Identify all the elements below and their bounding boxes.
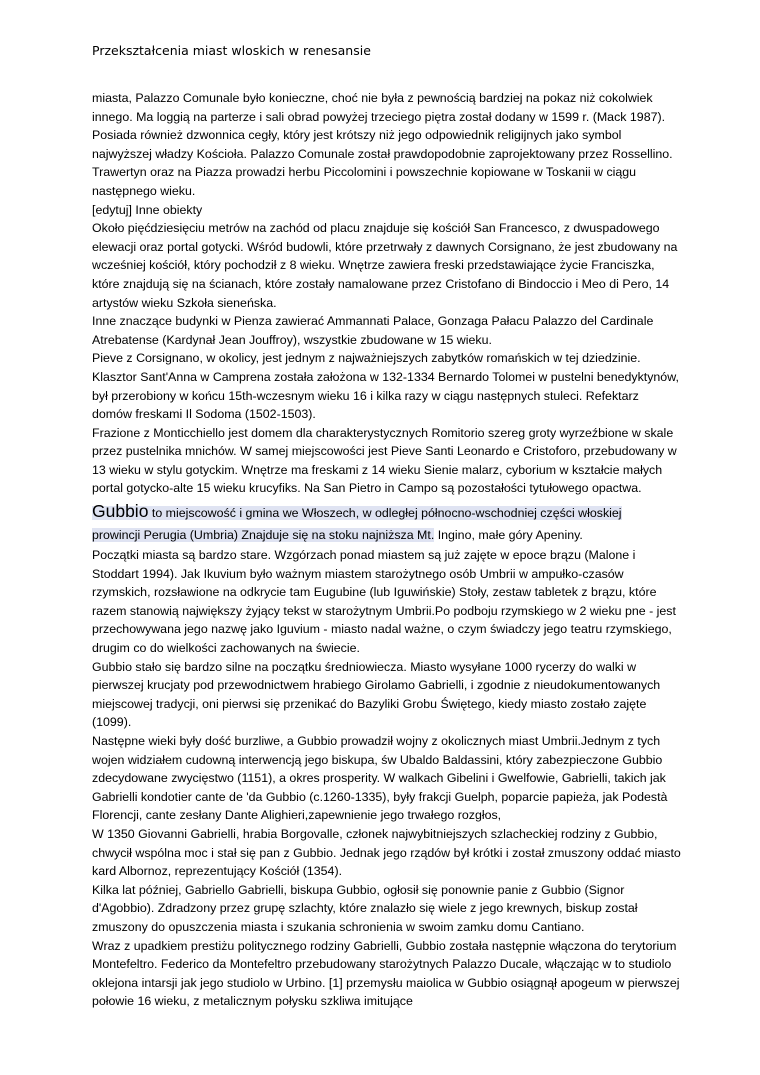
- paragraph-gubbio-intro: [92, 500, 682, 546]
- highlighted-text: [92, 501, 622, 522]
- paragraph-giovanni-gabrielli: W 1350 Giovanni Gabrielli, hrabia Borgovalle, członek najwybitniejszych szlacheckiej rodziny z Gubbio, chwycił wspólna moc i stał się pan z Gubbio. Jednak jego rządów był krótki i został zmuszony oddać miasto kard Albornoz, reprezentujący Kościół (1354).: [92, 826, 681, 879]
- paragraph-sredniowiecze: Gubbio stało się bardzo silne na początku średniowiecza. Miasto wysyłane 1000 rycerzy do walki w pierwszej krucjaty pod przewodnictwem hrabiego Girolamo Gabrielli, i zgodnie z nieudokumentowanych miejscowej tradycji, oni pierwsi się przenikać do Bazyliki Grobu Świętego, kiedy miasto zostało zajęte (1099).: [92, 659, 661, 730]
- gubbio-intro-rest: Ingino, małe góry Apeniny.: [434, 528, 583, 543]
- paragraph-trawertyn: Trawertyn oraz na Piazza prowadzi herbu Piccolomini i powszechnie kopiowane w Toskanii w ciągu następnego wieku.: [92, 165, 637, 198]
- paragraph-san-francesco: Około pięćdziesięciu metrów na zachód od placu znajduje się kościół San Francesco, z dwuspadowego elewacji oraz portal gotycki. Wśród budowli, które przetrwały z dawnych Corsignano, że jest zbudowany na wcześniej kościół, który pochodził z 8 wieku. Wnętrze zawiera freski przedstawiające życie Franciszka, które znajdują się na ścianach, które zostały namalowane przez Cristofano di Bindoccio i Meo di Pero, 14 artystów wieku Szkoła sieneńska.: [92, 221, 678, 310]
- paragraph-poczatki-miasta: Początki miasta są bardzo stare. Wzgórzach ponad miastem są już zajęte w epoce brązu (Malone i Stoddart 1994). Jak Ikuvium było ważnym miastem starożytnego osób Umbrii w ampułko-czasów rzymskich, rozsławione na odkrycie tam Eugubine (lub Iguwińskie) Stoły, zestaw tabletek z brązu, które razem stanowią największy żyjący tekst w starożytnym Umbrii.Po podboju rzymskiego w 2 wieku pne - jest przechowywana jego nazwę jako Iguvium - miasto nadal ważne, o czym świadczy jego teatru rzymskiego, drugim co do wielkości zachowanych na świecie.: [92, 548, 676, 656]
- paragraph-pieve-corsignano: Pieve z Corsignano, w okolicy, jest jednym z najważniejszych zabytków romańskich w tej dziedzinie. Klasztor Sant'Anna w Camprena została założona w 132-1334 Bernardo Tolomei w pustelni benedyktynów, był przerobiony w końcu 15th-wczesnym wieku 16 i kilka razy w ciągu następnych stuleci. Refektarz domów freskami Il Sodoma (1502-1503).: [92, 351, 679, 422]
- paragraph-nastepne-wieki: Następne wieki były dość burzliwe, a Gubbio prowadził wojny z okolicznych miast Umbrii.Jednym z tych wojen widziałem cudowną interwencją jego biskupa, św Ubaldo Baldassini, który zabezpieczone Gubbio zdecydowane zwycięstwo (1151), a okres prosperity. W walkach Gibelini i Gwelfowie, Gabrielli, takich jak Gabrielli kondotier cante de 'da Gubbio (c.1260-1335), były frakcji Guelph, poparcie papieża, jak Podestà Florencji, cante zesłany Dante Alighieri,zapewnienie jego trwałego rozgłos,: [92, 734, 668, 823]
- paragraph-palazzo-comunale: miasta, Palazzo Comunale było konieczne, choć nie była z pewnością bardziej na pokaz niż cokolwiek innego. Ma loggią na parterze i sali obrad powyżej trzeciego piętra został dodany w 1599 r. (Mack 1987). Posiada również dzwonnica cegły, który jest krótszy niż jego odpowiednik religijnych jako symbol najwyższej władzy Kościoła. Palazzo Comunale został prawdopodobnie zaprojektowany przez Rossellino.: [92, 91, 673, 161]
- gubbio-intro-line1: to miejscowość i gmina we Włoszech, w odległej północno-wschodniej części włoskiej: [148, 506, 622, 521]
- gubbio-intro-highlight: prowincji Perugia (Umbria) Znajduje się na stoku najniższa Mt.: [92, 528, 435, 543]
- paragraph-inne-budynki: Inne znaczące budynki w Pienza zawierać Ammannati Palace, Gonzaga Pałacu Palazzo del Cardinale Atrebatense (Kardynał Jean Jouffroy), wszystkie zbudowane w 15 wieku.: [92, 314, 654, 347]
- document-body: [92, 89, 682, 1011]
- paragraph-monticchiello: Frazione z Monticchiello jest domem dla charakterystycznych Romitorio szereg groty wyrzeźbione w skale przez pustelnika mnichów. W samej miejscowości jest Pieve Santi Leonardo e Cristoforo, przebudowany w 13 wieku w stylu gotyckim. Wnętrze ma freskami z 14 wieku Sienie malarz, cyborium w kształcie małych portal gotycko-alte 15 wieku krucyfiks. Na San Pietro in Campo są pozostałości tytułowego opactwa.: [92, 425, 677, 496]
- section-heading-inne-obiekty: [edytuj] Inne obiekty: [92, 202, 203, 217]
- paragraph-gabriello-gabrielli: Kilka lat później, Gabriello Gabrielli, biskupa Gubbio, ogłosił się ponownie panie z Gubbio (Signor d'Agobbio). Zdradzony przez grupę szlachty, które znalazło się wiele z jego krewnych, biskup został zmuszony do opuszczenia miasta i szukania schronienia w swoim zamku domu Cantiano.: [92, 882, 638, 934]
- page-header: Przekształcenia miast wloskich w renesansie: [92, 43, 371, 58]
- gubbio-title-word: Gubbio: [92, 501, 149, 522]
- paragraph-montefeltro: Wraz z upadkiem prestiżu politycznego rodziny Gabrielli, Gubbio została następnie włączona do terytorium Montefeltro. Federico da Montefeltro przebudowany starożytnych Palazzo Ducale, włączając w to studiolo oklejona intarsji jak jego studiolo w Urbino. [1] przemysłu maiolica w Gubbio osiągnął apogeum w pierwszej połowie 16 wieku, z metalicznym połysku szkliwa imitujące: [92, 938, 680, 1009]
